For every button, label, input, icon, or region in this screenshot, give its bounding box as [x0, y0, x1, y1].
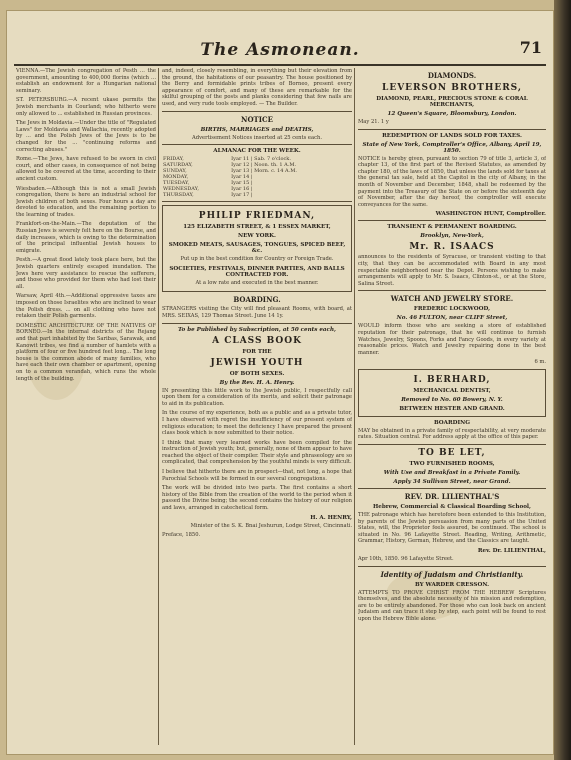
column-middle	[162, 68, 352, 745]
lockwood-title: FREDERIC LOCKWOOD,	[413, 306, 491, 313]
friedman-city: NEW YORK.	[238, 233, 276, 240]
lilienthal-title: REV. DR. LILIENTHAL'S	[404, 492, 500, 502]
leverson-title: LEVERSON BROTHERS,	[382, 83, 522, 93]
subscription-note: To be Published by Subscription, at 50 cents each,	[178, 326, 336, 333]
almanac-info: Iyar 13 | Morn. c. 14 A.M.	[231, 168, 297, 175]
almanac-info: Iyar 15 |	[231, 180, 253, 187]
lockwood-address: No. 46 FULTON, near CLIFF Street,	[396, 315, 508, 322]
page-number: 71	[519, 38, 542, 57]
divider	[162, 201, 352, 202]
divider	[162, 144, 352, 145]
notice-text: Advertisement Notices inserted at 25 cents each.	[192, 134, 322, 141]
transient-heading: TRANSIENT & PERMANENT BOARDING.	[387, 224, 517, 231]
almanac-info: Iyar 12 | Noon. th. 1 A.M.	[231, 162, 297, 169]
column-right	[358, 68, 546, 745]
almanac-day: TUESDAY,	[163, 180, 190, 187]
almanac-table	[162, 156, 352, 198]
boarding-heading: BOARDING.	[233, 295, 281, 305]
classbook-audience: OF BOTH SEXES.	[229, 370, 285, 377]
tolet-subtitle: TWO FURNISHED ROOMS,	[409, 461, 495, 468]
divider	[162, 323, 352, 324]
identity-title: Identity of Judaism and Christianity.	[380, 569, 524, 579]
preface-place: Preface, 1850.	[162, 532, 201, 539]
friedman-advertisement	[162, 205, 352, 292]
column-rule	[354, 68, 355, 745]
classbook-paragraph: I think that many very learned works have been compiled for the instruction of Jewish youth; but, generally, none of them appear to have reached the object of their compiler. Their style and phraseology are so complicated, that comprehension by the youthful minds is very difficult.	[162, 439, 352, 466]
lilienthal-text: THE patronage which has heretofore been extended to this Institution, by parents of the Jewish persuasion from many parts of the United States, will, the Proprietor feels assured, be continued. The school is situated in No. 96 Lafayette Street. Reading, Writing, Arithmetic, Grammar, History, German, Hebrew, and the Classics are taught.	[358, 512, 546, 545]
divider	[358, 488, 546, 489]
news-paragraph: Pesth.—A great flood lately took place here, but the Jewish quarters entirely escaped inundation. The Jews here very assistance to rescue the sufferers, and those who provided for them who had lost their all.	[16, 257, 156, 290]
divider	[358, 290, 546, 291]
column-left	[16, 68, 156, 745]
isaacs-title: Mr. R. ISAACS	[409, 242, 495, 253]
identity-author: BY WARDER CRESSON.	[414, 581, 490, 588]
redemption-heading: REDEMPTION OF LANDS SOLD FOR TAXES.	[382, 132, 522, 139]
lilienthal-address: Apr 10th, 1850. 96 Lafayette Street.	[358, 556, 454, 563]
friedman-title: PHILIP FRIEDMAN,	[198, 211, 316, 222]
almanac-row	[162, 192, 352, 198]
tolet-text: With Use and Breakfast in a Private Family.	[383, 470, 521, 477]
tolet-title: TO BE LET,	[418, 448, 486, 459]
divider	[358, 566, 546, 567]
lilienthal-signature: Rev. Dr. LILIENTHAL,	[477, 548, 546, 555]
classbook-subtitle: JEWISH YOUTH	[210, 357, 304, 368]
news-paragraph: Frankfort-on-the-Main.—The deputation of the Russian Jews is severely felt here on the Bourse, and daily increases, which is owing to the determination of the principal influential Jewish houses to emigrate.	[16, 221, 156, 254]
news-paragraph: Rome.—The Jews, have refused to be sworn in civil court, and other cases, in consequence of not being allowed to be covered at the time, according to their ancient custom.	[16, 156, 156, 182]
berhard-between: BETWEEN HESTER AND GRAND.	[399, 405, 505, 412]
societies-heading: SOCIETIES, FESTIVALS, DINNER PARTIES, AND BALLS CONTRACTED FOR.	[169, 265, 345, 278]
berhard-advertisement	[358, 369, 546, 417]
berhard-address: Removed to No. 60 Bowery, N. Y.	[401, 396, 503, 403]
article-end-paragraph: and, indeed, closely resembling, in everything but their elevation from the ground, the habitations of our peasantry. The house positioned by the Berry and formidable prints tribes of Borneo, present every appearance of comfort, and many of these are remarkable for the skilful grouping of the posts and planks considering that few nails are used, and very rude tools employed. — The Builder.	[162, 68, 352, 107]
almanac-day: SATURDAY,	[163, 162, 193, 169]
boarding2-heading: BOARDING	[433, 419, 471, 426]
friedman-address: 125 ELIZABETH STREET, & 1 ESSEX MARKET,	[183, 224, 331, 231]
tolet-apply: Apply 34 Sullivan Street, near Grand.	[393, 479, 511, 486]
friedman-text: Put up in the best condition for Country or Foreign Trade.	[180, 256, 334, 263]
masthead-title: The Asmonean.	[200, 40, 360, 60]
divider	[162, 111, 352, 112]
classbook-for: FOR THE	[242, 348, 272, 355]
almanac-day: THURSDAY,	[163, 192, 194, 199]
almanac-day: MONDAY,	[163, 174, 189, 181]
lilienthal-subtitle: Hebrew, Commercial & Classical Boarding School,	[372, 504, 532, 511]
almanac-info: Iyar 17 |	[231, 192, 253, 199]
redemption-signature: WASHINGTON HUNT, Comptroller.	[435, 211, 546, 218]
notice-heading: NOTICE	[241, 114, 273, 124]
identity-text: ATTEMPTS TO PROVE CHRIST FROM THE HEBREW Scriptures themselves, and the absolute necessity of his mission and redemption, are to be entirely abandoned. For those who can look back on ancient Judaism and can trace it step by step, each point will be found to rest upon the Hebrew Bible alone.	[358, 589, 546, 622]
signature: H. A. HENRY,	[310, 514, 352, 521]
leverson-date: May 21. 1 y	[358, 119, 389, 125]
lockwood-text: WOULD inform those who are seeking a store of established reputation for their patronage, that he will continue to furnish Watches, Jewelry, Spoons, Forks and Fancy Goods, in every variety at reasonable prices. Watch and Jewelry repairing done in the best manner.	[358, 323, 546, 356]
redemption-subheading: State of New York, Comptroller's Office, Albany, April 19, 1850.	[362, 141, 542, 154]
transient-subheading: Brooklyn, New-York,	[420, 233, 484, 240]
berhard-title: I. BERHARD,	[413, 374, 491, 385]
classbook-title: A CLASS BOOK	[212, 335, 302, 346]
news-paragraph: Wiesbaden.—Although this is not a small Jewish congregation, there is here an industrial school for Jewish children of both sexes. Four hours a day are devoted to education, and the remaining portion to the learning of trades.	[16, 185, 156, 218]
classbook-author: By the Rev. H. A. Henry.	[219, 379, 295, 386]
leverson-address: 12 Queen's Square, Bloomsbury, London.	[387, 111, 517, 117]
almanac-day: WEDNESDAY,	[163, 186, 199, 193]
almanac-heading: ALMANAC FOR THE WEEK.	[213, 148, 301, 155]
divider	[358, 444, 546, 445]
column-rule	[158, 68, 159, 745]
page-header	[14, 38, 546, 66]
boarding2-text: MAY be obtained in a private family of respectability, at very moderate rates. Situation central. For address apply at the office of this paper.	[358, 427, 546, 441]
divider	[358, 220, 546, 221]
friedman-products: SMOKED MEATS, SAUSAGES, TONGUES, SPICED BEEF, &c.	[168, 242, 346, 255]
classbook-paragraph: IN presenting this little work to the Jewish public, I respectfully call upon them for a consideration of its merits, and solicit their patronage to aid in its publication.	[162, 387, 352, 407]
classbook-paragraph: I believe that hitherto there are in prospect—that, not long, a hope that Parochial Schools will be formed in our several congregations.	[162, 469, 352, 482]
signature-title: Minister of the S. K. Bnai Jeshurun, Lodge Street, Cincinnati.	[190, 522, 352, 529]
almanac-info: Iyar 14 |	[231, 174, 253, 181]
divider	[358, 129, 546, 130]
book-gutter	[554, 0, 571, 760]
news-paragraph: The Jews in Moldavia.—Under the title of "Regulated Laws" for Moldavia and Wallachia, recently adopted by ... and the Polish Jews of the Jews is to be changed for the ... "continuing reforms and correcting abuses."	[16, 120, 156, 153]
berhard-subtitle: MECHANICAL DENTIST,	[413, 387, 491, 394]
news-paragraph: VIENNA.—The Jewish congregation of Pesth ... the government, amounting to 400,000 florins (which ... establish an endowment for a Hungarian national seminary.	[16, 68, 156, 94]
isaacs-text: announces to the residents of Syracuse, or transient visiting to that city, that they can be accommodated with Board in any most respectable neighborhood near the Depot. Persons wishing to make arrangements will apply to Mr. S. Isaacs, Clinton-st., or at the Store, Salina Street.	[358, 254, 546, 287]
societies-text: At a low rate and executed in the best manner.	[195, 279, 319, 286]
almanac-info: Iyar 11 | Sab. 7 o'clock.	[231, 156, 291, 163]
lockwood-date: 6 m.	[534, 359, 546, 366]
newspaper-page	[6, 10, 554, 755]
notice-subheading: BIRTHS, MARRIAGES and DEATHS,	[200, 126, 314, 133]
classbook-paragraph: In the course of my experience, both as a public and as a private tutor, I have observed with regret the insufficiency of our present system of religious education; to meet the deficiency I have prepared the present class book which is now submitted to their notice.	[162, 410, 352, 437]
news-paragraph: Warsaw, April 4th.—Additional oppressive taxes are imposed on those Israelites who are inclined to wear the Polish dress. ... on all clothing who have not retaken their Polish garments.	[16, 293, 156, 320]
almanac-day: FRIDAY,	[163, 156, 184, 163]
almanac-day: SUNDAY,	[163, 168, 187, 175]
news-paragraph: ST. PETERSBURG.—A recent ukase permits the Jewish merchants in Courland; who hitherto were only allowed to ... established in Russian provinces.	[16, 97, 156, 117]
redemption-text: NOTICE is hereby given, pursuant to section 79 of title 3, article 3, of chapter 13, of the first part of the Revised Statutes, as amended by chapter 180, of the laws of 1850, that unless the lands sold for taxes at the general tax sale, held at the Capitol in the city of Albany, in the month of November and December, 1848, shall be redeemed by the payment into the Treasury of the State on or before the sixteenth day of November, after the day hereof, the comptroller will execute conveyances for the same.	[358, 155, 546, 208]
news-paragraph: DOMESTIC ARCHITECTURE OF THE NATIVES OF BORNEO.—In the internal districts of the Rejang and that part inhabited by the Saribas, Sarawak, and Kanowit tribes, we find a number of hamlets with a platform of four or five hundred feet long... The long house is the common abode of many families, who have each their own chamber or apartment, opening on to a common verandah, which runs the whole length of the building.	[16, 322, 156, 382]
almanac-info: Iyar 16 |	[231, 186, 253, 193]
watch-heading: WATCH AND JEWELRY STORE.	[390, 294, 514, 304]
boarding-text: STRANGERS visiting the City will find pleasant Rooms, with board, at MRS. SEIXAS, 129 Thomas Street. June 14 1y.	[162, 306, 352, 319]
leverson-subtitle: DIAMOND, PEARL, PRECIOUS STONE & CORAL MERCHANTS,	[376, 96, 528, 108]
diamonds-heading: DIAMONDS.	[427, 71, 477, 80]
classbook-paragraph: The work will be divided into two parts. The first contains a short history of the Bible from the creation of the world to the period when it passed the Divine being; the second contains the history of our religion and laws, arranged in catechetical form.	[162, 485, 352, 512]
